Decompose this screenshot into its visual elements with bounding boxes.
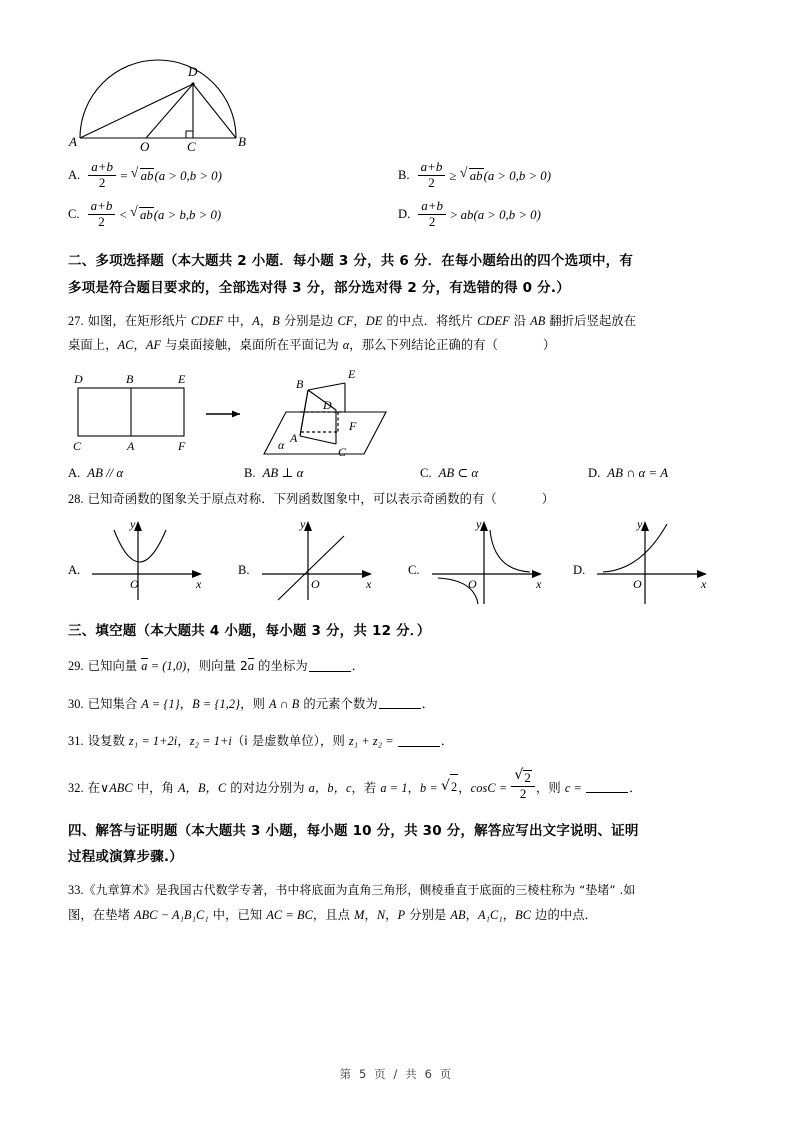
label-b: B [126,372,134,386]
question-30: 30. 已知集合 A = {1}，B = {1,2}，则 A ∩ B 的元素个数为 ． [68,696,435,711]
q28-option-a[interactable] [68,516,238,604]
sqrt-icon: √ ab [131,167,155,184]
q26-option-c[interactable] [68,199,398,229]
q27-option-a[interactable] [68,466,244,481]
q26-option-b[interactable] [398,160,551,190]
section-3-heading [68,618,728,644]
option-expression [417,199,541,229]
q27-option-b[interactable] [244,466,420,481]
q27-option-d[interactable] [588,466,668,481]
relation-symbol: > [450,207,458,222]
exponential-graph [589,516,717,604]
vector-a: a [141,658,148,673]
option-letter: A. [68,466,81,480]
answer-blank[interactable] [309,659,351,672]
fraction: $\frac{a+b}{2}$ [418,199,446,229]
label-a: A [290,431,298,445]
line-graph [254,516,382,604]
q28-option-d[interactable] [573,516,717,604]
label-a: A [127,439,135,453]
label-d: D [188,64,198,79]
option-letter: D. [398,206,411,221]
q33-line-1: 33.《九章算术》是我国古代数学专著，书中将底面为直角三角形，侧棱垂直于底面的三棱柱称为 “垫堵” .如 [68,883,636,898]
axis-x-label: x [196,576,202,591]
axis-y-label: y [637,516,643,531]
question-number: 29. [68,658,84,673]
axis-y-label: y [130,516,136,531]
axis-origin-label: O [130,576,139,591]
label-d: D [74,372,83,386]
option-letter: C. [420,466,432,480]
axis-origin-label: O [467,576,477,591]
parabola-graph [84,516,212,604]
option-letter: C. [408,563,420,578]
axis-y-label: y [299,516,305,531]
q26-option-d[interactable] [398,199,541,229]
page-content [68,52,728,928]
question-28 [68,487,728,512]
q26-option-a[interactable] [68,160,398,190]
question-29: 29. 已知向量 a = (1,0)，则向量 2a 的坐标为 ． [68,658,365,673]
section-2-heading-line1: 二、多项选择题（本大题共 2 小题．每小题 3 分，共 6 分．在每小题给出的四个选项中，有 [68,253,634,270]
fraction: √ $\frac{2}{2}$ [511,769,535,802]
q33-line-2: 图，在垫堵 ABC − A₁B₁C₁ 中，已知 AC = BC，且点 M，N，P 分别是 AB，A₁C₁，BC 边的中点． [68,908,598,923]
condition: (a > b,b > 0) [153,207,222,222]
question-number: 31. [68,734,84,749]
section-4-heading-line2: 过程或演算步骤.） [68,849,183,866]
q28-option-c[interactable] [408,516,573,604]
question-32: 32. 在∨ABC 中，角 A，B，C 的对边分别为 a，b，c，若 a = 1，b = √ 2，cosC = √ $\frac{2}{2}$ ，则 c = ． [68,769,728,802]
axis-y-label: y [475,516,481,531]
section-2-heading-line2: 多项是符合题目要求的，全部选对得 3 分，部分选对得 2 分，有选错的得 0 分.） [68,279,570,296]
relation-symbol: < [119,207,127,222]
option-text: AB ∩ α = A [607,466,669,480]
sqrt-icon: √ ab [460,167,484,184]
option-letter: B. [238,563,250,578]
option-letter: B. [244,466,256,480]
q28-line-1: 28. 已知奇函数的图象关于原点对称．下列函数图象中，可以表示奇函数的有（ ） [68,492,555,506]
condition: (a > 0,b > 0) [154,168,222,183]
sqrt-icon: √ 2 [514,769,532,787]
axis-x-label: x [535,576,541,591]
expression: ab [460,207,474,222]
option-text: AB ⊥ α [262,466,304,480]
condition: (a > 0,b > 0) [473,207,541,222]
label-e: E [348,367,356,381]
q26-options-row-2 [68,199,728,229]
label-c: C [73,439,82,453]
axis-x-label: x [365,576,371,591]
section-3-heading-line1: 三、填空题（本大题共 4 小题，每小题 3 分，共 12 分．） [68,622,431,639]
page-footer: 第 5 页 / 共 6 页 [339,1067,454,1081]
q27-line-2: 桌面上，AC，AF 与桌面接触，桌面所在平面记为 α，那么下列结论正确的有（ ） [68,338,556,353]
q27-figure-svg [68,364,398,464]
question-number: 28. [68,492,84,506]
sqrt-icon: √ 2 [441,773,458,800]
label-c: C [338,445,347,459]
q27-figure [68,364,728,464]
relation-symbol: = [120,168,128,183]
q28-graph-row [68,516,728,604]
section-2-heading [68,248,728,301]
sqrt-icon: √ ab [130,206,154,223]
answer-blank[interactable] [586,781,628,794]
section-4-heading [68,818,728,871]
option-letter: C. [68,206,80,221]
axis-origin-label: O [310,576,320,591]
axis-x-label: x [701,576,707,591]
question-number: 27. [68,313,84,328]
label-alpha: α [278,438,285,452]
option-expression [87,199,222,229]
label-o: O [140,139,150,152]
q27-option-c[interactable] [420,466,588,481]
condition: (a > 0,b > 0) [483,168,551,183]
label-f: F [178,439,186,453]
option-letter: D. [588,466,601,480]
axis-origin-label: O [633,576,642,591]
hyperbola-graph [424,516,552,604]
q26-options-row-1 [68,160,728,190]
semicircle-svg [68,52,298,152]
label-f: F [349,419,357,433]
option-letter: A. [68,563,81,578]
q27-options-row [68,466,728,481]
fraction: $\frac{a+b}{2}$ [418,160,446,190]
section-4-heading-line1: 四、解答与证明题（本大题共 3 小题，每小题 10 分，共 30 分，解答应写出文字说明、证明 [68,822,639,839]
question-number: 32. [68,780,84,795]
label-d: D [323,398,332,412]
label-a: A [69,134,77,149]
q27-line-1: 27. 如图，在矩形纸片 CDEF 中，A，B 分别是边 CF，DE 的中点．将纸片 CDEF 沿 AB 翻折后竖起放在 [68,313,637,328]
option-expression [417,160,551,190]
semicircle-figure [68,52,728,152]
label-c: C [187,139,196,152]
option-letter: B. [398,167,410,182]
question-number: 33. [68,883,84,898]
answer-blank[interactable] [398,734,440,747]
question-33 [68,878,728,927]
option-expression [87,160,222,190]
vector-a-2: a [247,658,255,673]
question-number: 30. [68,696,84,711]
label-b: B [238,134,246,149]
answer-blank[interactable] [379,697,421,710]
option-letter: D. [573,563,586,578]
label-e: E [178,372,186,386]
option-text: AB ⊂ α [438,466,479,480]
relation-symbol: ≥ [449,168,457,183]
option-letter: A. [68,167,81,182]
label-b: B [296,377,304,391]
question-27 [68,309,728,358]
q28-option-b[interactable] [238,516,408,604]
fraction: $\frac{a+b}{2}$ [88,199,116,229]
fraction: $\frac{a+b}{2}$ [88,160,116,190]
option-text: AB // α [87,466,124,480]
question-31: 31. 设复数 z₁ = 1+2i，z₂ = 1+i（i 是虚数单位），则 z₁ + z₂ = ． [68,734,454,749]
